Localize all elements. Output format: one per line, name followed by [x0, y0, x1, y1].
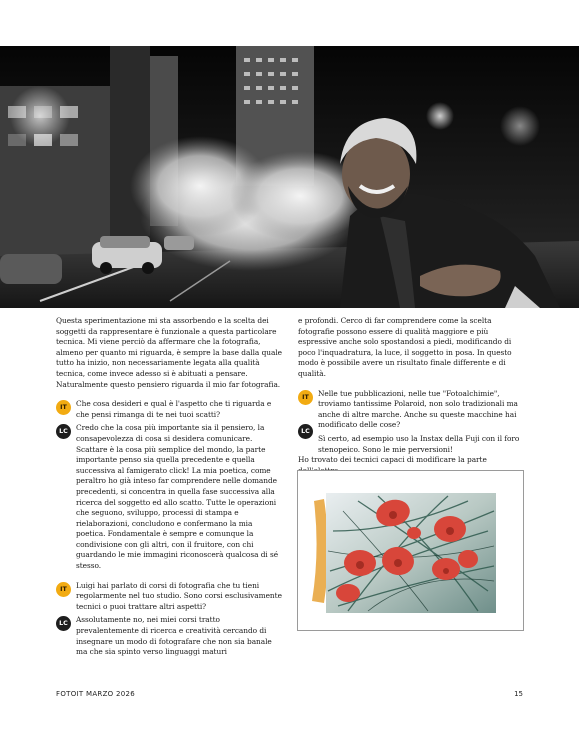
- page-number: 15: [514, 690, 523, 698]
- hero-photo: [0, 46, 579, 308]
- interviewee-badge: LC: [298, 424, 313, 439]
- qa-block-1: [56, 399, 282, 572]
- question-text: Nelle tue pubblicazioni, nelle tue "Fotoalchimie", troviamo tantissime Polaroid, non solo tradizionali ma anche di altre marche. Anche su queste macchine hai modificato delle cose?: [318, 388, 518, 430]
- magazine-footer: FOTOIT MARZO 2026: [56, 690, 136, 698]
- question-text: Che cosa desideri e qual è l'aspetto che ti riguarda e che pensi rimanga di te nei tuoi scatti?: [76, 399, 272, 419]
- qa-block-2: [56, 581, 282, 658]
- answer-text: Credo che la cosa più importante sia il pensiero, la consapevolezza di cosa si desidera comunicare. Scattare è la cosa più semplice del mondo, la parte importante penso sia quella precedente e quella successiva al famigerato click! La mia poetica, come peraltro ho già inteso far comprendere nelle domande precedenti, si concentra in quella fase successiva alla ricerca del soggetto ed allo scatto. Tutte le operazioni che seguono, sviluppo, processi di stampa e rielaborazioni, concludono e confermano la mia poetica. Fondamentale è sempre e comunque la condivisione con gli altri, con il fruitore, con chi guardando le mie immagini riconoscerà qualcosa di sé stesso.: [76, 423, 279, 571]
- interviewer-badge: IT: [56, 582, 71, 597]
- article-left-column: [56, 316, 282, 658]
- article-intro-paragraph: Questa sperimentazione mi sta assorbendo e la scelta dei soggetti da rappresentare è funzionale a questa particolare tecnica. Mi viene perciò da affermare che la fotografia, almeno per quanto mi riguarda, è sempre la base dalla quale tutto ha inizio, non necessariamente legata alla qualità tecnica, come invece adesso si è abituati a pensare. Naturalmente questo pensiero riguarda il mio far fotografia.: [56, 316, 282, 389]
- interviewer-badge: IT: [298, 390, 313, 405]
- interviewee-badge: LC: [56, 616, 71, 631]
- hero-photo-drawing: [0, 46, 579, 308]
- qa-block-3: [298, 389, 524, 456]
- interviewer-badge: IT: [56, 400, 71, 415]
- answer-continuation-text: Ho trovato dei tecnici capaci di modificare la parte: [298, 455, 487, 465]
- article-right-column: [298, 316, 524, 485]
- poppies-photo-drawing: [298, 471, 523, 630]
- poppies-photo: [297, 470, 524, 631]
- answer-text: Assolutamente no, nei miei corsi tratto prevalentemente di ricerca e creatività cercando di insegnare un modo di fotografare che non sia banale ma che sia spinto verso linguaggi maturi: [76, 615, 272, 657]
- answer-text: Sì certo, ad esempio uso la Instax della Fuji con il foro stenopeico. Sono le mie perversioni!: [318, 433, 520, 454]
- article-continuation-paragraph: e profondi. Cerco di far comprendere come la scelta fotografie possono essere di qualità maggiore e più espressive anche solo spostandosi a piedi, modificando di poco l'inquadratura, la luce, il soggetto in posa. In questo modo è possibile avere un risultato finale differente e di qualità.: [298, 316, 512, 378]
- question-text: Luigi hai parlato di corsi di fotografia che tu tieni regolarmente nel tuo studio. Sono corsi esclusivamente tecnici o puoi trattare altri aspetti?: [76, 580, 282, 611]
- interviewee-badge: LC: [56, 424, 71, 439]
